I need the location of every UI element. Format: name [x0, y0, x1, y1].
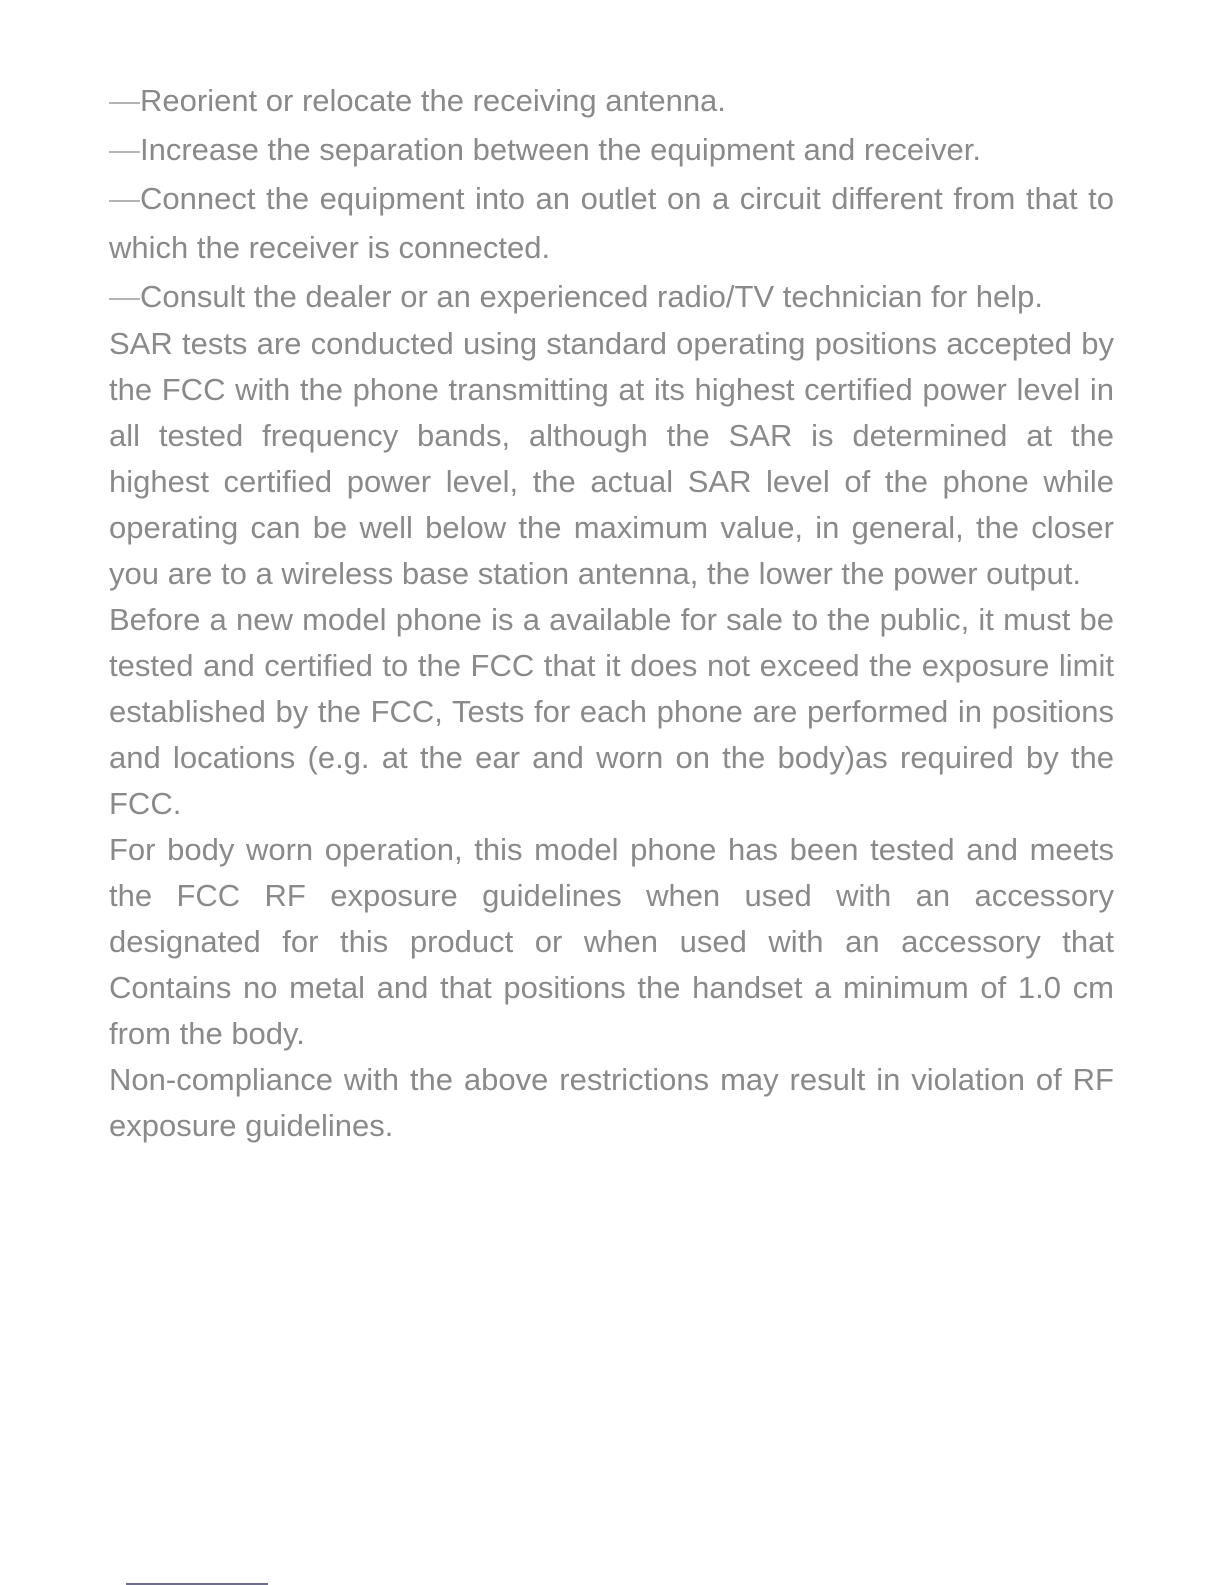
dash-marker: — — [109, 132, 140, 167]
bullet-text: Increase the separation between the equipment and receiver. — [140, 132, 981, 167]
bullet-item — [109, 174, 1114, 272]
document-page — [109, 76, 1114, 1149]
bullet-text: Reorient or relocate the receiving antenna. — [140, 83, 726, 118]
new-model-paragraph: Before a new model phone is a available for sale to the public, it must be tested and certified to the FCC that it does not exceed the exposure limit established by the FCC, Tests for each phone are performed in positions and locations (e.g. at the ear and worn on the body)as required by the FCC. — [109, 602, 1114, 821]
bullet-text: Connect the equipment into an outlet on a circuit different from that to which the receiver is connected. — [109, 181, 1114, 265]
bullet-item — [109, 272, 1114, 321]
dash-marker: — — [109, 83, 140, 118]
bullet-item — [109, 125, 1114, 174]
dash-marker: — — [109, 181, 140, 216]
bullet-item — [109, 76, 1114, 125]
bullet-text: Consult the dealer or an experienced radio/TV technician for help. — [140, 279, 1043, 314]
sar-tests-paragraph: SAR tests are conducted using standard operating positions accepted by the FCC with the phone transmitting at its highest certified power level in all tested frequency bands, although the SAR is determined at the highest certified power level, the actual SAR level of the phone while operating can be well below the maximum value, in general, the closer you are to a wireless base station antenna, the lower the power output. — [109, 326, 1114, 591]
dash-marker: — — [109, 279, 140, 314]
body-worn-paragraph: For body worn operation, this model phone has been tested and meets the FCC RF exposure guidelines when used with an accessory designated for this product or when used with an accessory that Contains no metal and that positions the handset a minimum of 1.0 cm from the body. — [109, 832, 1114, 1051]
non-compliance-paragraph: Non-compliance with the above restrictions may result in violation of RF exposure guidelines. — [109, 1062, 1114, 1143]
